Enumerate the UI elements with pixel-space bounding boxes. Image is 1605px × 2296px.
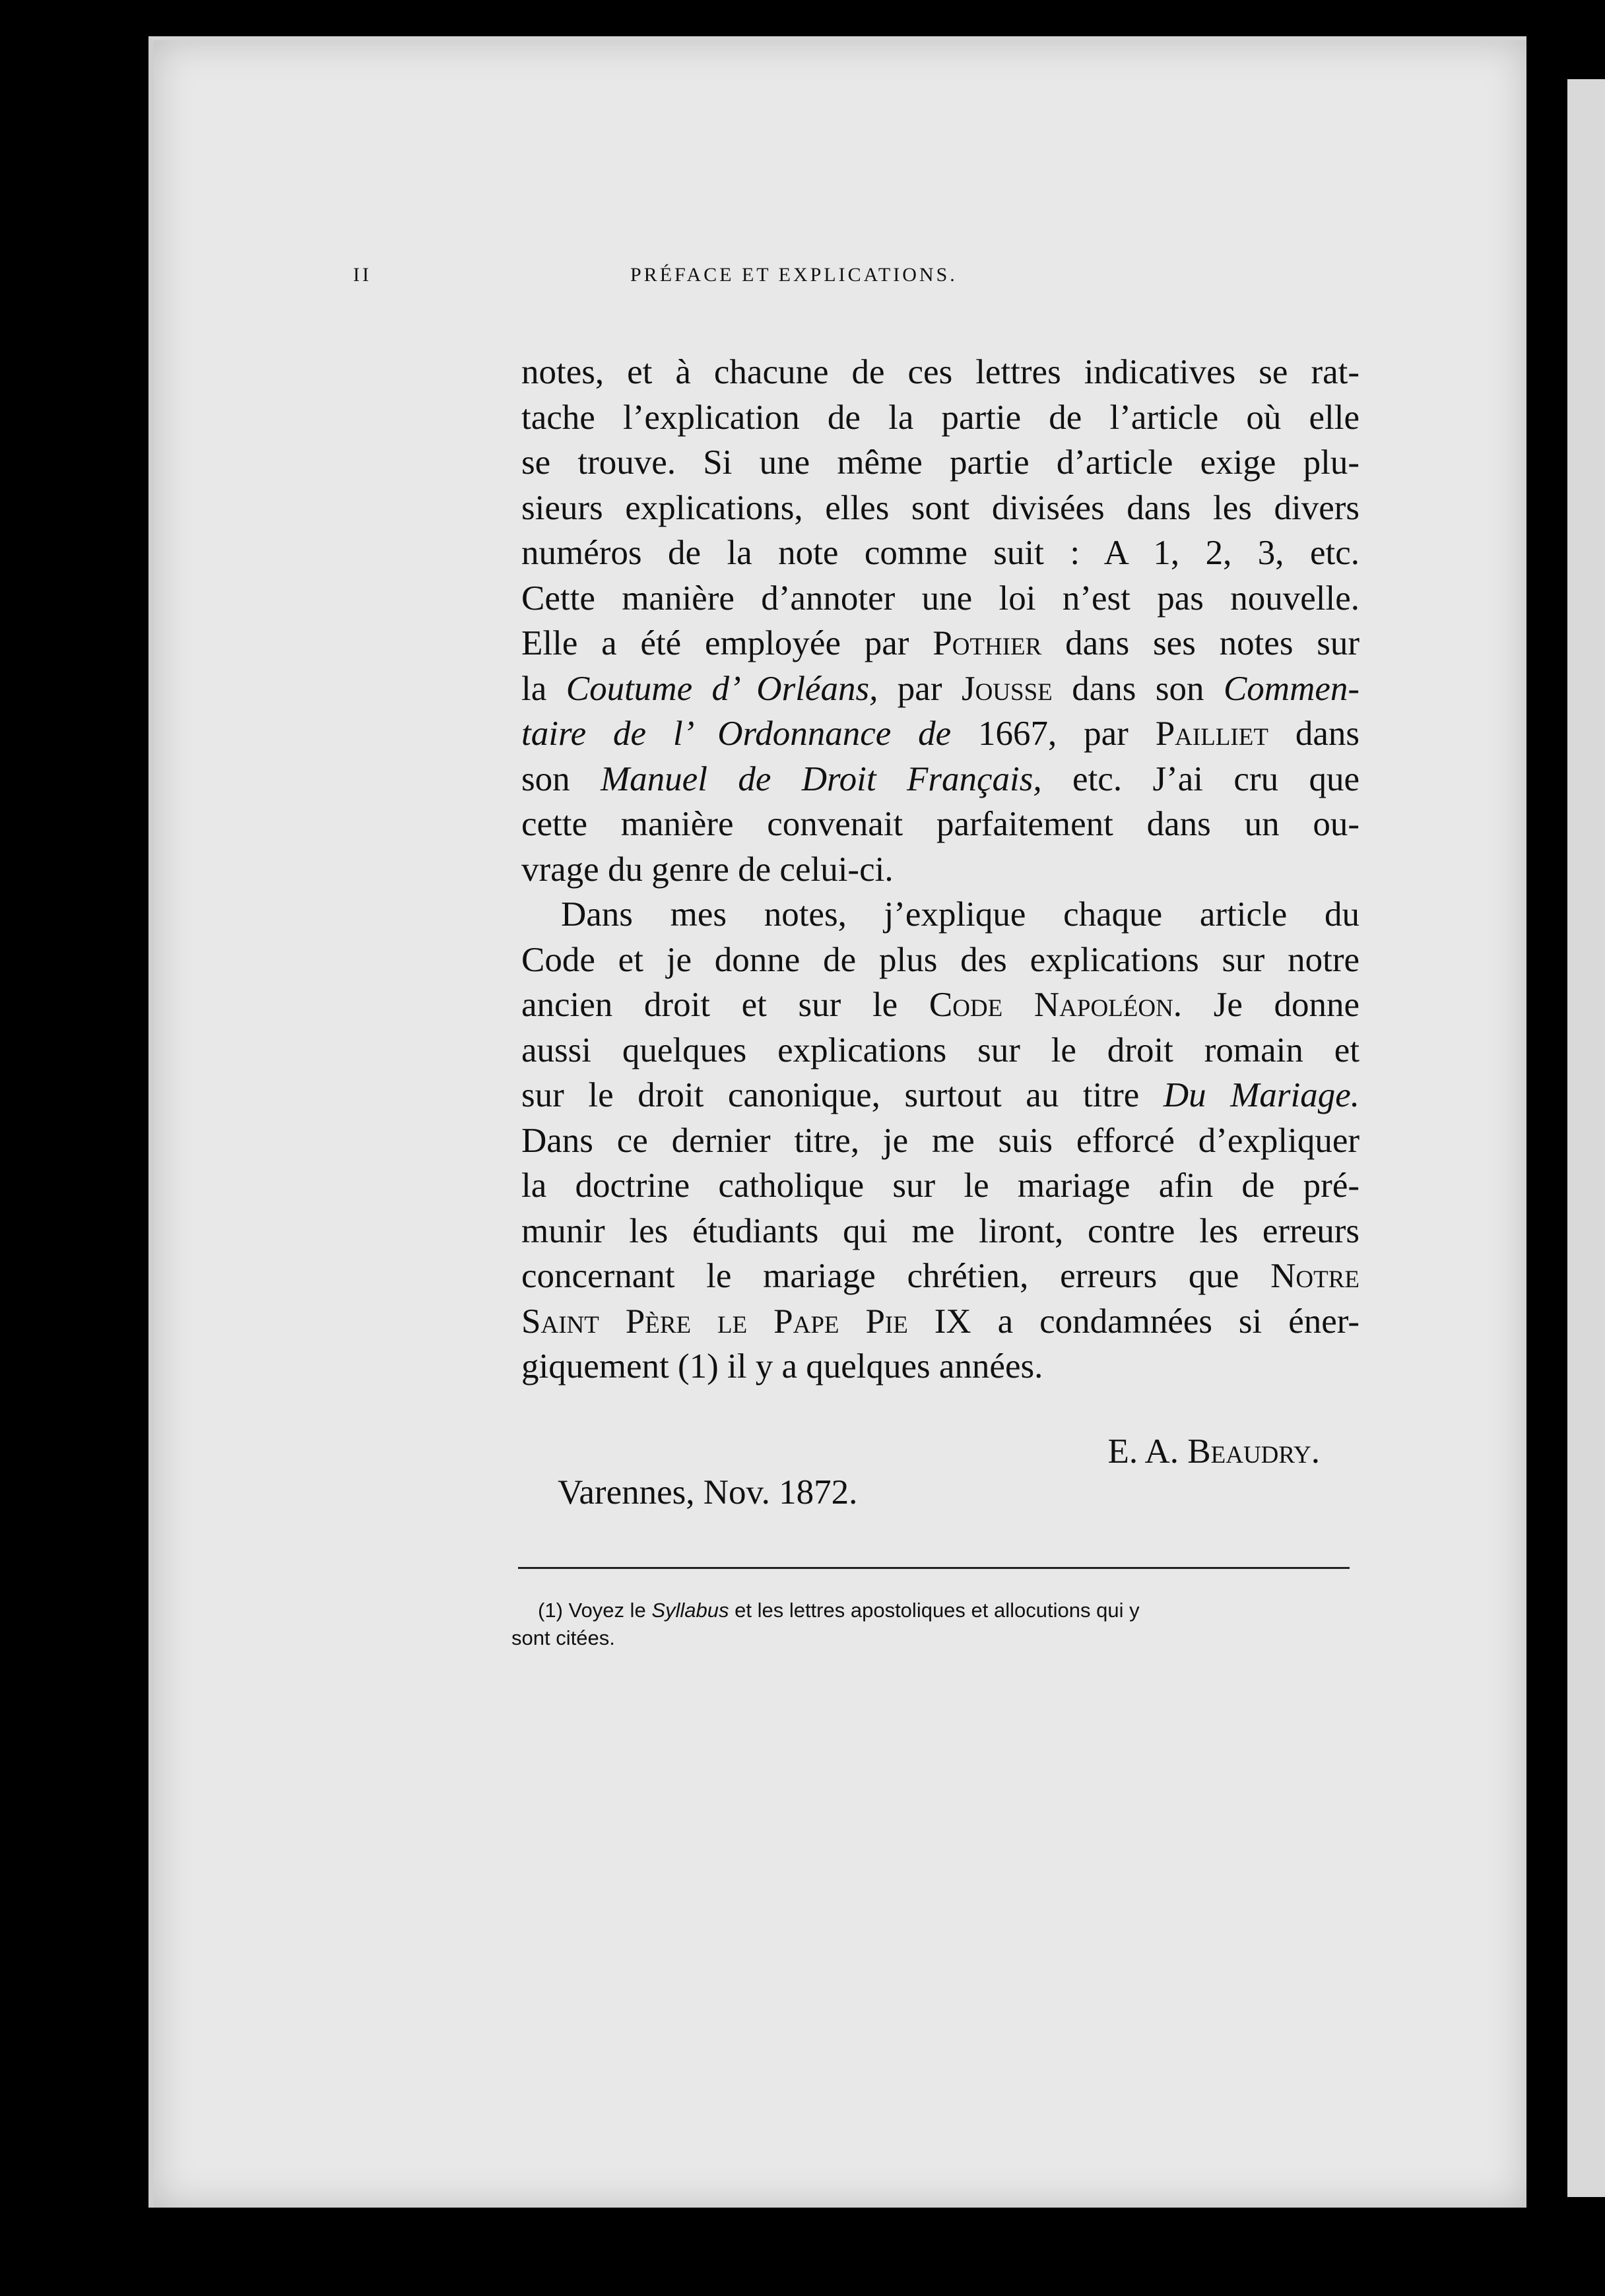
text-line: vrage du genre de celui-ci. — [521, 850, 894, 889]
work-title: taire de l’ Ordonnance de — [521, 715, 952, 753]
text-line: cette manière convenait parfaitement dans un ou- — [521, 805, 1359, 843]
signature-block — [521, 1432, 1359, 1537]
author-name: Jousse — [961, 669, 1053, 708]
text-line — [521, 1073, 1359, 1118]
work-title: Commen- — [1223, 669, 1360, 708]
footnote-line — [511, 1597, 1363, 1624]
text-run: sur le droit canonique, surtout au titre — [521, 1076, 1163, 1114]
text-run: Elle a été employée par — [521, 624, 933, 662]
text-run: etc. J’ai cru que — [1041, 759, 1359, 798]
text-run: son — [521, 759, 601, 798]
author-name: Pailliet — [1155, 715, 1268, 753]
text-line: numéros de la note comme suit : A 1, 2, 3, etc. — [521, 534, 1359, 572]
text-run: et les lettres apostoliques et allocutions qui y — [729, 1599, 1140, 1622]
text-line: giquement (1) il y a quelques années. — [521, 1347, 1043, 1386]
text-run: dans son — [1052, 669, 1224, 708]
text-line — [521, 621, 1359, 666]
author-name: Pothier — [933, 624, 1042, 662]
text-line: la doctrine catholique sur le mariage afin de pré- — [521, 1166, 1359, 1205]
honorific: Saint Père le Pape Pie IX — [521, 1302, 971, 1341]
text-run: a condamnées si éner- — [971, 1302, 1359, 1341]
text-line — [521, 757, 1359, 802]
text-line: munir les étudiants qui me liront, contre les erreurs — [521, 1211, 1359, 1250]
text-run: par — [878, 669, 962, 708]
text-line: Code et je donne de plus des explications sur notre — [521, 940, 1359, 979]
text-run: Je donne — [1182, 986, 1360, 1024]
text-line: Dans ce dernier titre, je me suis efforcé d’expliquer — [521, 1121, 1359, 1160]
text-line: Cette manière d’annoter une loi n’est pas nouvelle. — [521, 579, 1359, 618]
running-title: PRÉFACE ET EXPLICATIONS. — [630, 264, 958, 286]
text-line: aussi quelques explications sur le droit romain et — [521, 1031, 1359, 1069]
honorific: Notre — [1270, 1257, 1359, 1295]
code-name: Code Napoléon. — [929, 986, 1183, 1024]
text-run: (1) Voyez le — [538, 1599, 652, 1622]
text-run: ancien droit et sur le — [521, 986, 929, 1024]
work-title: Du Mariage. — [1163, 1076, 1359, 1114]
author-signature: E. A. Beaudry. — [1107, 1432, 1320, 1471]
body-text — [521, 350, 1359, 1389]
text-run: concernant le mariage chrétien, erreurs que — [521, 1257, 1271, 1295]
work-title: Coutume d’ Orléans, — [566, 669, 878, 708]
text-line: tache l’explication de la partie de l’article où elle — [521, 398, 1359, 437]
running-header — [353, 264, 1356, 303]
text-run: dans ses notes sur — [1041, 624, 1360, 662]
text-run: la — [521, 669, 566, 708]
work-title: Syllabus — [651, 1599, 729, 1622]
text-line: se trouve. Si une même partie d’article exige plu- — [521, 443, 1359, 482]
text-line — [521, 666, 1359, 712]
text-line — [521, 711, 1359, 757]
text-run: 1667, par — [951, 715, 1156, 753]
text-line — [521, 1254, 1359, 1299]
text-line: notes, et à chacune de ces lettres indicatives se rat- — [521, 353, 1359, 391]
text-run: dans — [1268, 715, 1359, 753]
footnote-rule — [518, 1567, 1350, 1569]
text-line: Dans mes notes, j’explique chaque article du — [561, 895, 1359, 934]
text-line: sieurs explications, elles sont divisées dans les divers — [521, 488, 1359, 527]
facing-page-edge — [1567, 79, 1605, 2197]
text-line — [521, 982, 1359, 1028]
place-and-date: Varennes, Nov. 1872. — [558, 1473, 858, 1512]
text-line — [521, 1299, 1359, 1345]
footnote-line: sont citées. — [511, 1626, 615, 1649]
page-number: II — [353, 264, 372, 286]
footnote — [511, 1597, 1363, 1652]
work-title: Manuel de Droit Français, — [601, 759, 1042, 798]
